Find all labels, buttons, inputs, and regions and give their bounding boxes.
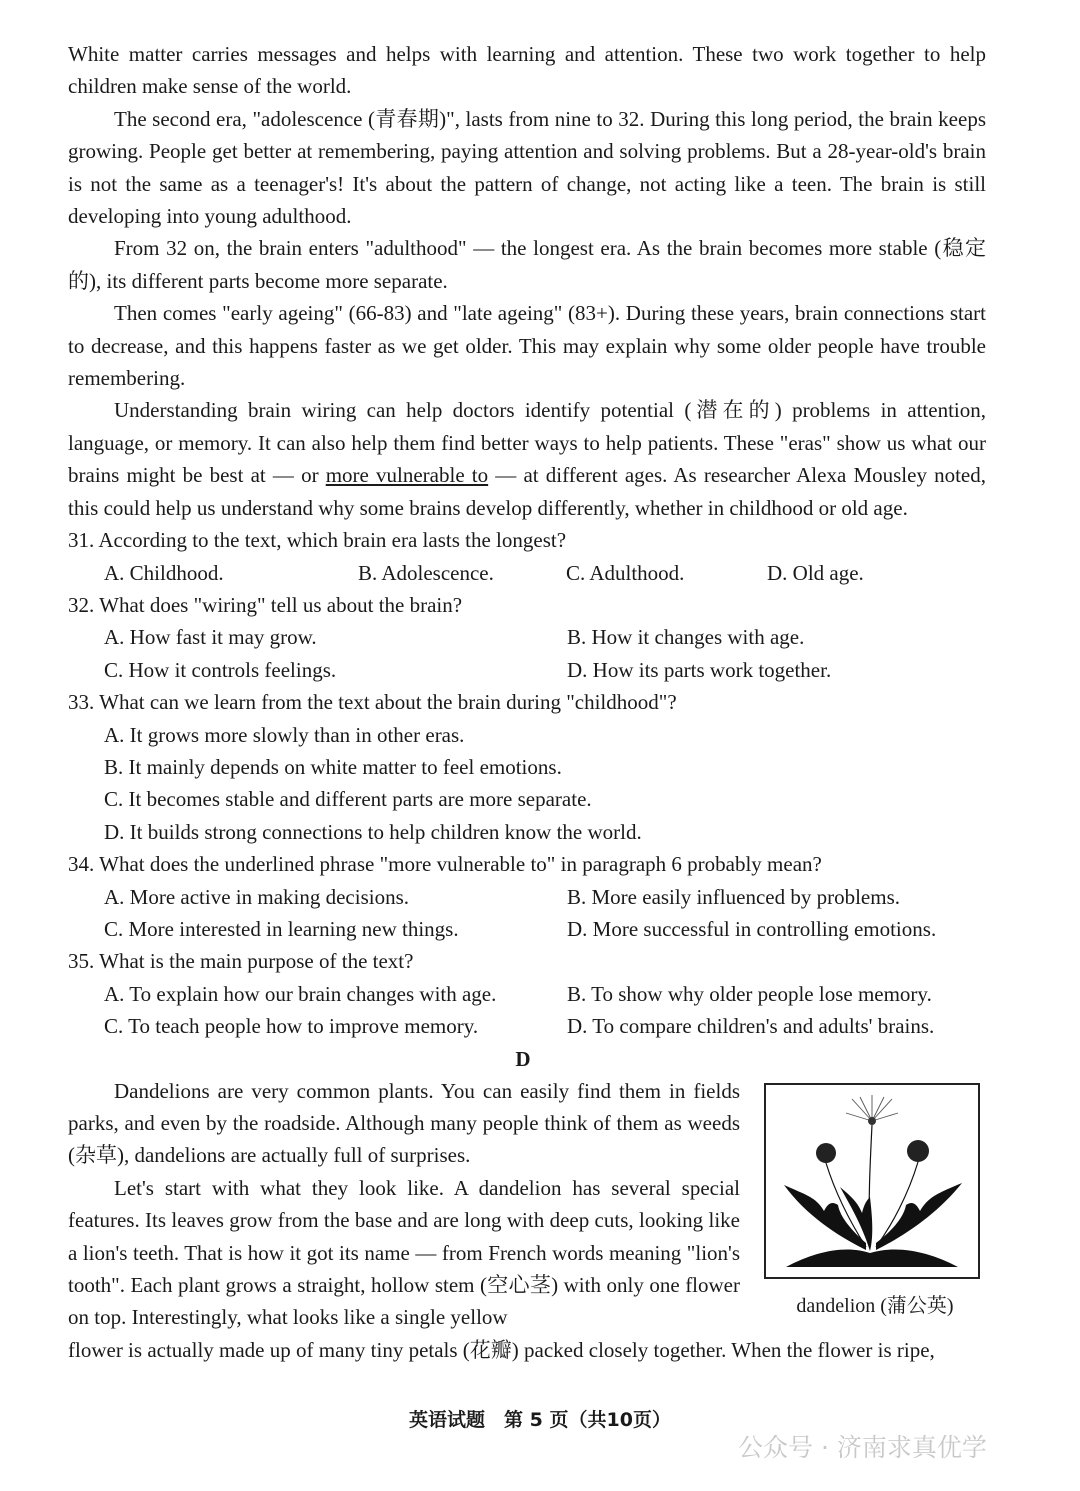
q31-option-a: A. Childhood. <box>104 560 224 585</box>
dandelion-illustration <box>764 1083 980 1279</box>
section-d-body <box>68 1075 986 1367</box>
question-31: 31. According to the text, which brain era lasts the longest? <box>68 528 567 553</box>
paragraph-adulthood: From 32 on, the brain enters "adulthood" — the longest era. As the brain becomes more stable (稳定的), its different parts become more separate. <box>68 236 986 293</box>
section-d-heading: D <box>515 1046 531 1071</box>
q31-option-b: B. Adolescence. <box>358 560 494 585</box>
question-33: 33. What can we learn from the text about the brain during "childhood"? <box>68 690 677 715</box>
figure-caption: dandelion (蒲公英) <box>796 1294 954 1317</box>
q34-option-a: A. More active in making decisions. <box>104 884 410 909</box>
q32-option-a: A. How fast it may grow. <box>104 625 317 650</box>
q32-option-d: D. How its parts work together. <box>567 657 832 682</box>
paragraph-brain-wiring <box>68 394 986 524</box>
paragraph-dandelion-intro: Dandelions are very common plants. You can easily find them in fields parks, and even by the roadside. Although many people think of them as weeds (杂草), dandelions are actually full of surprises. <box>68 1078 740 1168</box>
question-35: 35. What is the main purpose of the text? <box>68 949 414 974</box>
q31-option-d: D. Old age. <box>767 560 864 585</box>
q33-option-b: B. It mainly depends on white matter to feel emotions. <box>104 754 562 779</box>
question-33-options <box>68 719 986 849</box>
exam-page <box>68 38 986 1366</box>
q31-option-c: C. Adulthood. <box>566 560 685 585</box>
question-34-options <box>68 881 986 946</box>
q35-option-a: A. To explain how our brain changes with age. <box>104 981 497 1006</box>
question-31-options <box>68 557 986 589</box>
q34-option-b: B. More easily influenced by problems. <box>567 884 901 909</box>
paragraph-white-matter: White matter carries messages and helps with learning and attention. These two work together to help children make sense of the world. <box>68 42 986 99</box>
q35-option-d: D. To compare children's and adults' brains. <box>567 1014 935 1039</box>
q34-option-d: D. More successful in controlling emotions. <box>567 916 937 941</box>
q34-option-c: C. More interested in learning new things. <box>104 916 459 941</box>
q35-option-c: C. To teach people how to improve memory. <box>104 1014 479 1039</box>
paragraph-ageing: Then comes "early ageing" (66-83) and "late ageing" (83+). During these years, brain connections start to decrease, and this happens faster as we get older. This may explain why some older people have trouble remembering. <box>68 301 986 391</box>
question-34: 34. What does the underlined phrase "more vulnerable to" in paragraph 6 probably mean? <box>68 852 822 877</box>
paragraph-adolescence: The second era, "adolescence (青春期)", lasts from nine to 32. During this long period, the brain keeps growing. People get better at remembering, paying attention and solving problems. But a 28-year-old's brain is not the same as a teenager's! It's about the pattern of change, not acting like a teen. The brain is still developing into young adulthood. <box>68 106 986 229</box>
paragraph-brain-wiring-after: — at different ages. As researcher Alexa Mousley noted, this could help us understand why some brains develop differently, whether in childhood or old age. <box>68 463 986 520</box>
paragraph-brain-wiring-before: Understanding brain wiring can help doctors identify potential (潜在的) problems in attention, language, or memory. It can also help them find better ways to help patients. These "eras" show us what our brains might be best at — or <box>68 398 986 488</box>
paragraph-dandelion-features: Let's start with what they look like. A dandelion has several special features. Its leaves grow from the base and are long with deep cuts, looking like a lion's teeth. That is how it got its name — from French words meaning "lion's tooth". Each plant grows a straight, hollow stem (空心茎) with only one flower on top. Interestingly, what looks like a single yellow <box>68 1175 740 1330</box>
question-32: 32. What does "wiring" tell us about the brain? <box>68 592 463 617</box>
page-footer: 英语试题 第 5 页（共10页） <box>409 1409 671 1431</box>
underlined-phrase: more vulnerable to <box>325 463 489 488</box>
section-d-text <box>68 1075 740 1334</box>
q33-option-d: D. It builds strong connections to help children know the world. <box>104 819 642 844</box>
q32-option-b: B. How it changes with age. <box>567 625 805 650</box>
q32-option-c: C. How it controls feelings. <box>104 657 337 682</box>
question-35-options <box>68 978 986 1043</box>
question-32-options <box>68 621 986 686</box>
q33-option-a: A. It grows more slowly than in other eras. <box>104 722 465 747</box>
paragraph-dandelion-continued: flower is actually made up of many tiny petals (花瓣) packed closely together. When the flower is ripe, <box>68 1337 935 1362</box>
dandelion-figure <box>764 1083 986 1318</box>
q33-option-c: C. It becomes stable and different parts are more separate. <box>104 787 592 812</box>
watermark: 公众号 · 济南求真优学 <box>738 1433 987 1462</box>
q35-option-b: B. To show why older people lose memory. <box>567 981 932 1006</box>
